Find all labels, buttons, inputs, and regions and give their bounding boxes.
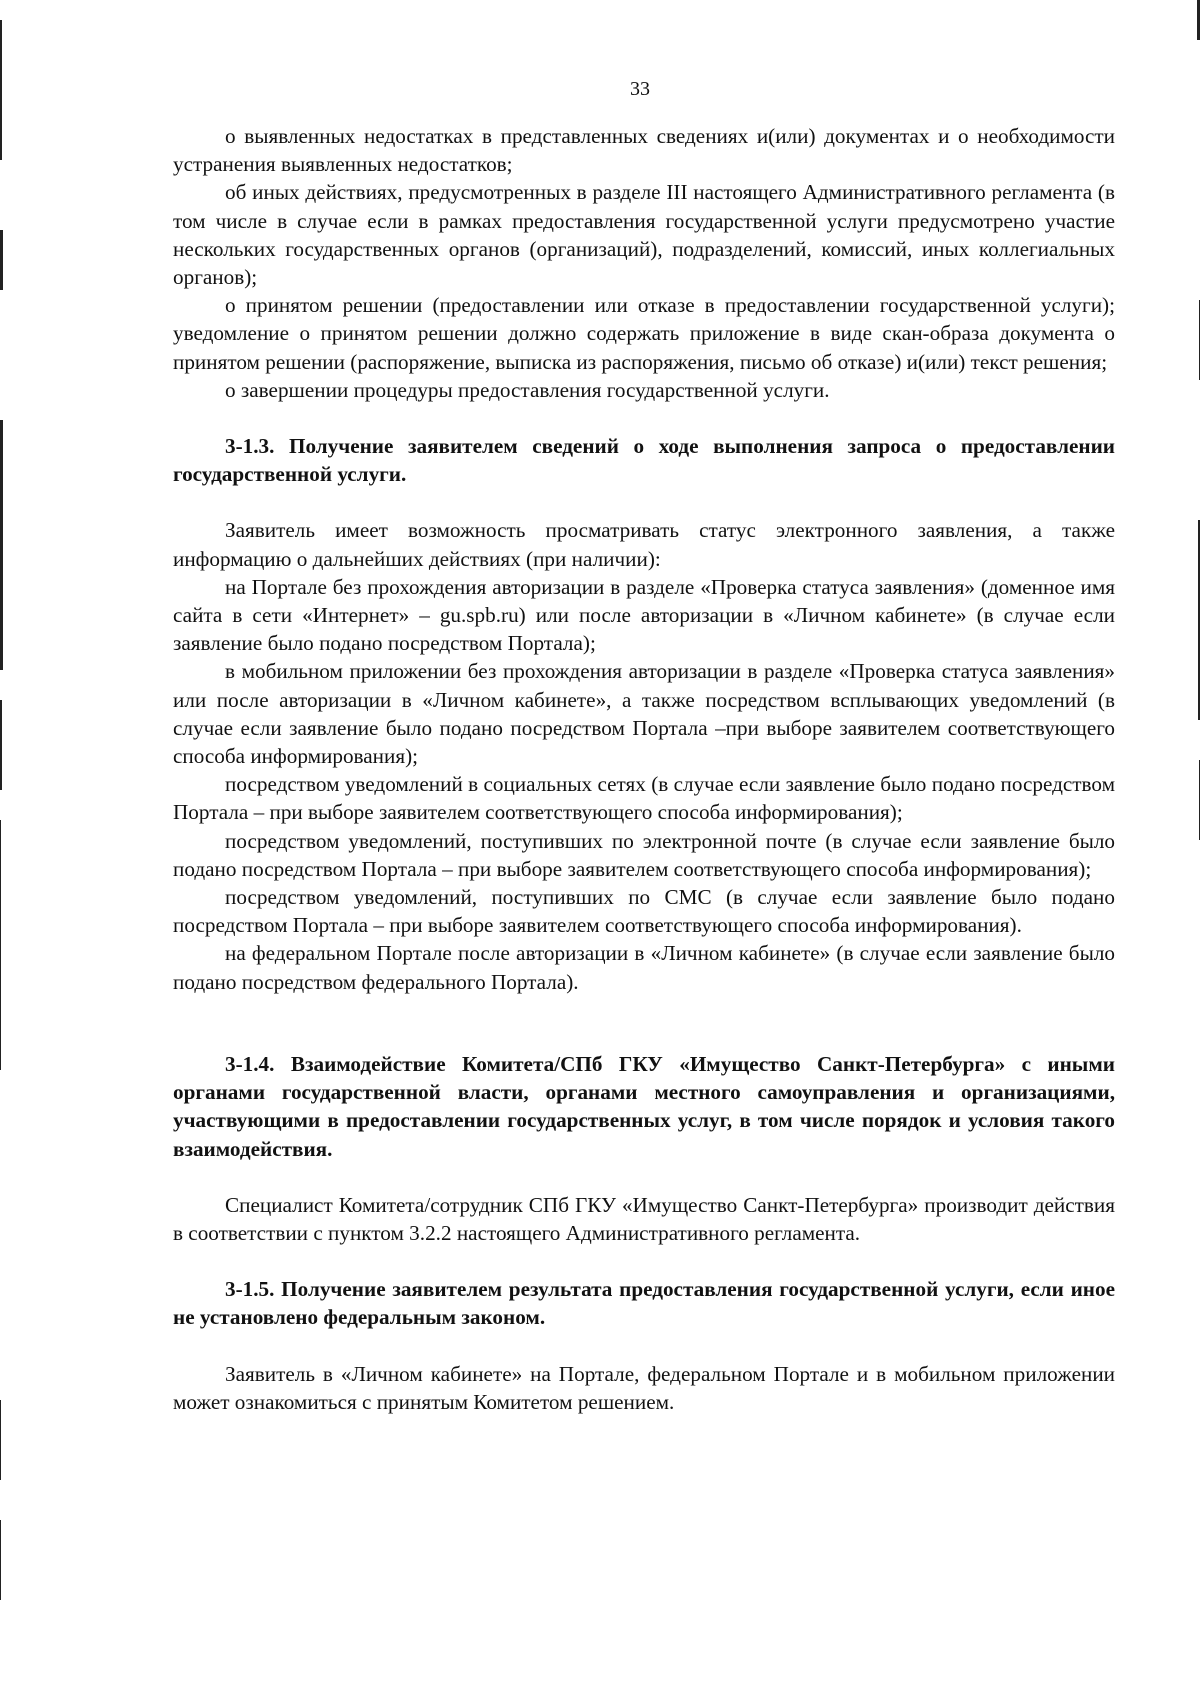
paragraph: о завершении процедуры предоставления государственной услуги. <box>225 377 830 402</box>
paragraph: о выявленных недостатках в представленных сведениях и(или) документах и о необходимости устранения выявленных недостатков; <box>173 124 1115 177</box>
paragraph: Заявитель имеет возможность просматривать статус электронного заявления, а также информацию о дальнейших действиях (при наличии): <box>173 518 1115 571</box>
paragraph: на Портале без прохождения авторизации в разделе «Проверка статуса заявления» (доменное имя сайта в сети «Интернет» – gu.spb.ru) или после авторизации в «Личном кабинете» (в случае если заявление было подано посредством Портала); <box>173 574 1115 656</box>
paragraph: на федеральном Портале после авторизации в «Личном кабинете» (в случае если заявление было подано посредством федерального Портала). <box>173 941 1115 994</box>
section-heading-3-1-5: 3-1.5. Получение заявителем результата предоставления государственной услуги, если иное не установлено федеральным законом. <box>173 1277 1115 1330</box>
document-body <box>173 122 1115 1416</box>
paragraph: Специалист Комитета/сотрудник СПб ГКУ «Имущество Санкт-Петербурга» производит действия в соответствии с пунктом 3.2.2 настоящего Административного регламента. <box>173 1192 1115 1245</box>
paragraph: в мобильном приложении без прохождения авторизации в разделе «Проверка статуса заявления» или после авторизации в «Личном кабинете», а также посредством всплывающих уведомлений (в случае если заявление было подано посредством Портала –при выборе заявителем соответствующего способа информирования); <box>173 659 1115 769</box>
scan-edge-left <box>0 0 3 1696</box>
paragraph: посредством уведомлений, поступивших по СМС (в случае если заявление было подано посредством Портала – при выборе заявителем соответствующего способа информирования). <box>173 885 1115 938</box>
paragraph: об иных действиях, предусмотренных в разделе III настоящего Административного регламента (в том числе в случае если в рамках предоставления государственной услуги предусмотрено участие нескольких государственных органов (организаций), подразделений, комиссий, иных коллегиальных органов); <box>173 180 1115 290</box>
section-heading-3-1-4: 3-1.4. Взаимодействие Комитета/СПб ГКУ «Имущество Санкт-Петербурга» с иными органами государственной власти, органами местного самоуправления и организациями, участвующими в предоставлении государственных услуг, в том числе порядок и условия такого взаимодействия. <box>173 1051 1115 1161</box>
paragraph: посредством уведомлений в социальных сетях (в случае если заявление было подано посредством Портала – при выборе заявителем соответствующего способа информирования); <box>173 772 1115 825</box>
paragraph: о принятом решении (предоставлении или отказе в предоставлении государственной услуги); уведомление о принятом решении должно содержать приложение в виде скан-образа документа о принятом решении (распоряжение, выписка из распоряжения, письмо об отказе) и(или) текст решения; <box>173 293 1115 374</box>
page-number: 33 <box>630 78 650 100</box>
section-heading-3-1-3: 3-1.3. Получение заявителем сведений о ходе выполнения запроса о предоставлении государственной услуги. <box>173 434 1115 487</box>
scan-edge-right <box>1196 0 1200 1696</box>
paragraph: Заявитель в «Личном кабинете» на Портале, федеральном Портале и в мобильном приложении может ознакомиться с принятым Комитетом решением. <box>173 1361 1115 1414</box>
paragraph: посредством уведомлений, поступивших по электронной почте (в случае если заявление было подано посредством Портала – при выборе заявителем соответствующего способа информирования); <box>173 828 1115 881</box>
